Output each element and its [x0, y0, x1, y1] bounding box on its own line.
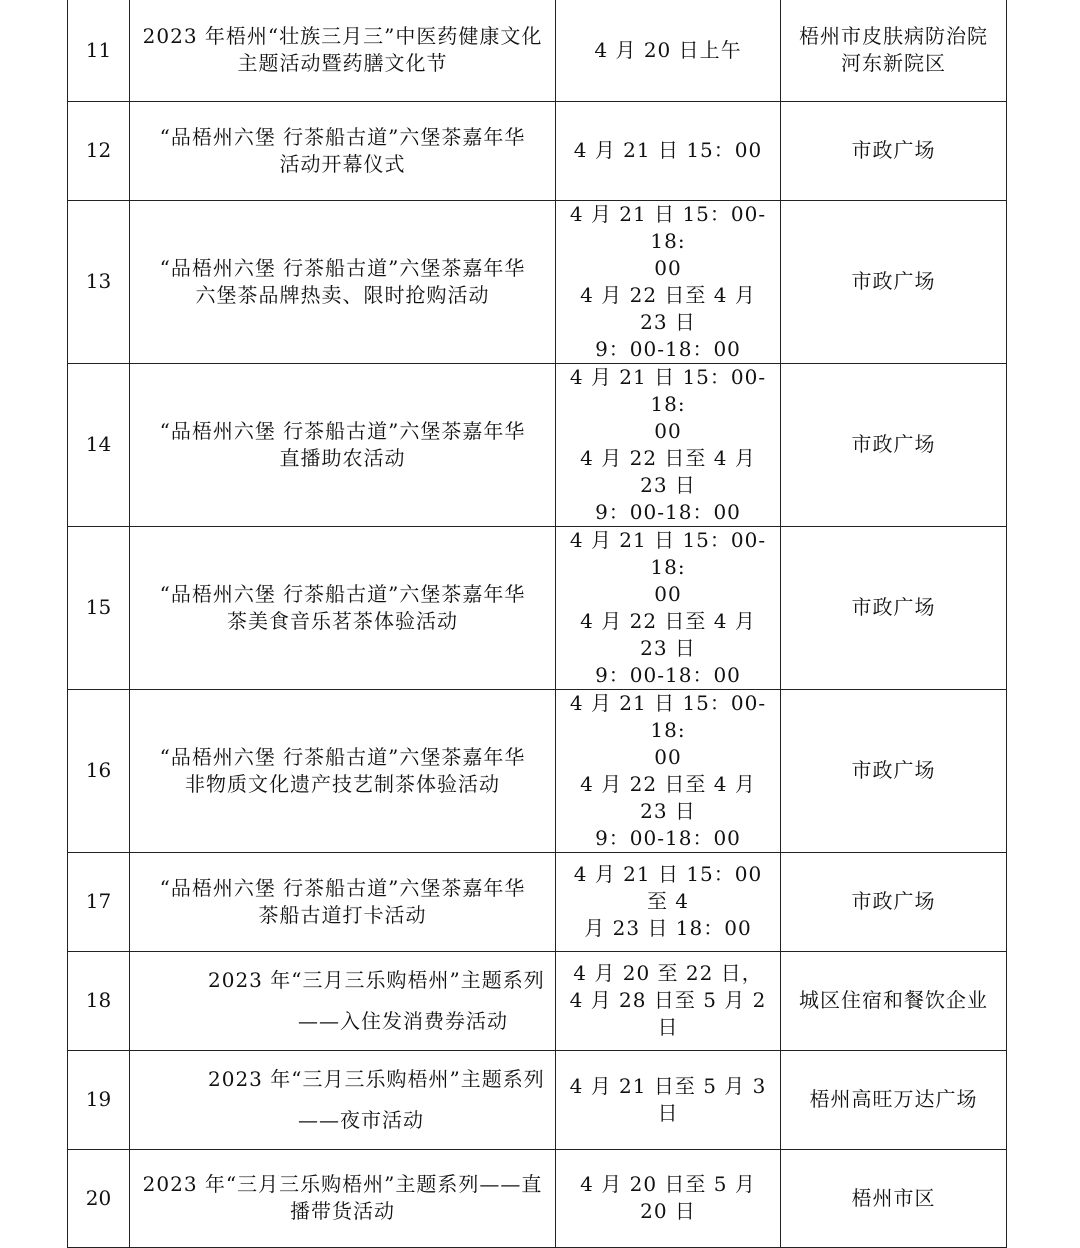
event-name-line: “品梧州六堡 行茶船古道”六堡茶嘉年华: [159, 744, 526, 769]
event-venue-line: 市政广场: [851, 138, 936, 162]
event-time: [556, 101, 781, 200]
event-venue-line: 梧州市皮肤病防治院: [799, 24, 988, 49]
event-time-line: 00: [654, 255, 682, 280]
event-time-line: 4 月 20 日至 5 月 20 日: [580, 1172, 756, 1223]
event-name-line: 2023 年“三月三乐购梧州”主题系列——直: [142, 1172, 543, 1196]
event-time: [556, 689, 781, 852]
table-row: [68, 951, 1007, 1050]
event-time: [556, 852, 781, 951]
event-name-line: 2023 年梧州“壮族三月三”中医药健康文化: [142, 24, 543, 49]
event-name-line: 活动开幕仪式: [279, 151, 406, 176]
table-row: [68, 1050, 1007, 1149]
event-time-line: 4 月 21 日 15：00-18:: [569, 364, 767, 416]
event-time-line: 9：00-18：00: [595, 336, 741, 361]
event-time-line: 4 月 22 日至 4 月 23 日: [580, 282, 756, 334]
event-time-line: 00: [654, 581, 682, 606]
event-venue-line: 市政广场: [851, 432, 936, 456]
event-venue-line: 市政广场: [851, 595, 936, 619]
row-number: 11: [68, 0, 130, 101]
event-name: [130, 200, 556, 363]
event-venue-line: 市政广场: [851, 269, 936, 293]
event-time-line: 4 月 28 日至 5 月 2 日: [569, 988, 767, 1039]
table-row: [68, 363, 1007, 526]
table-row: [68, 852, 1007, 951]
event-time-line: 4 月 21 日 15：00: [573, 138, 763, 162]
event-venue: [781, 363, 1007, 526]
event-time-line: 4 月 22 日至 4 月 23 日: [580, 445, 756, 497]
table-row: [68, 101, 1007, 200]
event-venue: [781, 1149, 1007, 1247]
event-time-line: 9：00-18：00: [595, 662, 741, 687]
event-venue: [781, 101, 1007, 200]
event-venue-line: 城区住宿和餐饮企业: [799, 988, 988, 1012]
event-time: [556, 526, 781, 689]
row-number: 16: [68, 689, 130, 852]
event-time-line: 4 月 21 日 15：00-18:: [569, 201, 767, 253]
event-time: [556, 200, 781, 363]
event-time-line: 4 月 21 日 15：00 至 4: [573, 862, 763, 913]
event-name-line: 六堡茶品牌热卖、限时抢购活动: [195, 282, 490, 307]
event-name: [130, 1050, 556, 1149]
event-name-line: “品梧州六堡 行茶船古道”六堡茶嘉年华: [159, 581, 526, 606]
event-venue-line: 梧州高旺万达广场: [809, 1087, 978, 1111]
event-time-line: 00: [654, 744, 682, 769]
event-name-line: ——夜市活动: [298, 1107, 424, 1132]
row-number: 15: [68, 526, 130, 689]
event-venue: [781, 0, 1007, 101]
event-name: [130, 852, 556, 951]
event-name-line: 茶美食音乐茗茶体验活动: [227, 608, 458, 633]
event-time: [556, 951, 781, 1050]
activity-schedule-table: [67, 0, 1007, 1248]
event-venue: [781, 526, 1007, 689]
event-time-line: 9：00-18：00: [595, 825, 741, 850]
event-name-line: 主题活动暨药膳文化节: [237, 51, 448, 76]
event-name-line: 2023 年“三月三乐购梧州”主题系列: [208, 967, 545, 992]
event-time: [556, 0, 781, 101]
event-name-line: “品梧州六堡 行茶船古道”六堡茶嘉年华: [159, 255, 526, 280]
event-name-line: 播带货活动: [290, 1199, 395, 1223]
event-venue: [781, 951, 1007, 1050]
event-name: [130, 1149, 556, 1247]
event-time-line: 4 月 20 日上午: [594, 37, 742, 62]
event-venue-line: 市政广场: [851, 889, 936, 913]
event-name-line: “品梧州六堡 行茶船古道”六堡茶嘉年华: [159, 418, 526, 443]
event-time: [556, 1050, 781, 1149]
event-name-line: 非物质文化遗产技艺制茶体验活动: [185, 771, 500, 796]
event-time-line: 月 23 日 18：00: [584, 916, 752, 940]
event-name-line: “品梧州六堡 行茶船古道”六堡茶嘉年华: [159, 124, 526, 149]
row-number: 14: [68, 363, 130, 526]
event-time-line: 00: [654, 418, 682, 443]
event-venue: [781, 200, 1007, 363]
row-number: 20: [68, 1149, 130, 1247]
event-name: [130, 363, 556, 526]
event-venue-line: 河东新院区: [841, 51, 946, 76]
row-number: 19: [68, 1050, 130, 1149]
event-name-line: ——入住发消费券活动: [298, 1008, 508, 1033]
event-time-line: 4 月 21 日至 5 月 3 日: [569, 1073, 767, 1125]
row-number: 18: [68, 951, 130, 1050]
event-venue: [781, 852, 1007, 951]
event-time-line: 4 月 22 日至 4 月 23 日: [580, 771, 756, 823]
event-time-line: 4 月 22 日至 4 月 23 日: [580, 608, 756, 660]
event-time-line: 9：00-18：00: [595, 499, 741, 524]
event-name: [130, 689, 556, 852]
event-name-line: “品梧州六堡 行茶船古道”六堡茶嘉年华: [159, 875, 526, 900]
event-name-line: 2023 年“三月三乐购梧州”主题系列: [208, 1066, 545, 1091]
table-row: [68, 200, 1007, 363]
event-name-line: 直播助农活动: [279, 445, 406, 470]
event-time-line: 4 月 21 日 15：00-18:: [569, 690, 767, 742]
event-name: [130, 0, 556, 101]
event-time-line: 4 月 21 日 15：00-18:: [569, 527, 767, 579]
event-time: [556, 363, 781, 526]
event-time: [556, 1149, 781, 1247]
event-name: [130, 526, 556, 689]
event-name-line: 茶船古道打卡活动: [258, 902, 427, 927]
row-number: 12: [68, 101, 130, 200]
table-row: [68, 689, 1007, 852]
row-number: 13: [68, 200, 130, 363]
row-number: 17: [68, 852, 130, 951]
event-venue-line: 市政广场: [851, 758, 936, 782]
event-venue: [781, 1050, 1007, 1149]
table-row: [68, 526, 1007, 689]
event-time-line: 4 月 20 至 22 日，: [573, 961, 763, 985]
event-name: [130, 951, 556, 1050]
event-name: [130, 101, 556, 200]
table-row: [68, 1149, 1007, 1247]
event-venue-line: 梧州市区: [851, 1185, 936, 1210]
event-venue: [781, 689, 1007, 852]
table-row: [68, 0, 1007, 101]
